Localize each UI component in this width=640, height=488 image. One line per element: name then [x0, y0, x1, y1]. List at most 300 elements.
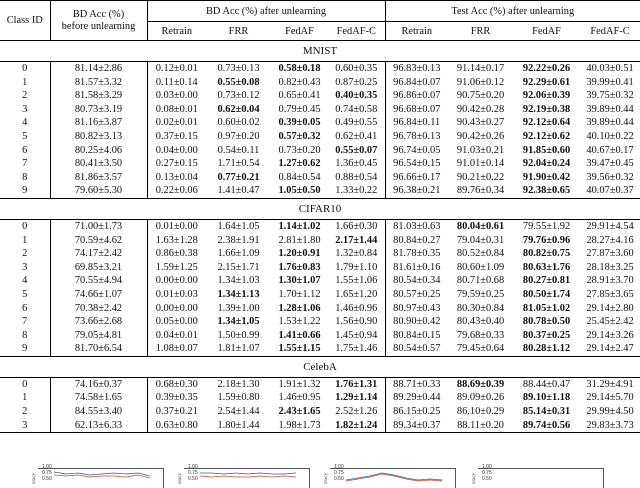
bd-after-frr-cell: 1.34±1.13 [217, 288, 260, 300]
test-after-fedaf-cell: 81.05±1.02 [522, 302, 571, 314]
class-id-cell: 5 [0, 288, 50, 302]
bd-before-cell: 74.66±1.07 [50, 288, 147, 302]
test-method-retrain: Retrain [401, 25, 433, 37]
class-id-cell: 6 [0, 302, 50, 316]
bd-after-fedaf-cell: 0.58±0.18 [271, 62, 328, 76]
test-after-fedaf-c-cell: 39.89±0.44 [586, 117, 634, 129]
bd-after-frr-cell: 1.34±1.03 [217, 275, 260, 287]
bd-before-cell: 71.00±1.73 [50, 219, 147, 233]
bd-after-fedaf-cell: 1.55±1.15 [278, 343, 321, 355]
test-after-frr-cell: 88.69±0.39 [448, 377, 513, 391]
test-after-frr-cell: 86.10±0.29 [456, 406, 505, 418]
mini-chart-2-tick-3: 0.50 [188, 476, 198, 482]
bd-before-cell: 81.57±3.32 [50, 76, 147, 90]
bd-after-fedaf-cell: 1.46±0.95 [278, 392, 321, 404]
class-id-cell: 2 [0, 247, 50, 261]
bd-after-retrain-cell: 1.63±1.28 [155, 234, 198, 246]
bd-method-frr: FRR [228, 25, 249, 37]
mini-chart-3 [322, 464, 462, 487]
table-row [0, 302, 640, 316]
class-id-cell: 4 [0, 116, 50, 130]
mini-chart-1-ylabel: uracy [32, 472, 37, 484]
bd-after-fedaf-cell: 1.27±0.62 [278, 158, 321, 170]
mini-chart-4-plot [490, 468, 600, 487]
test-after-frr-cell: 79.68±0.33 [456, 329, 505, 341]
test-after-frr-cell: 88.11±0.20 [448, 419, 513, 433]
test-after-frr-cell: 79.04±0.31 [456, 234, 505, 246]
bd-after-fedaf-cell: 2.81±1.80 [278, 234, 321, 246]
mini-chart-2-ylabel: uracy [178, 472, 183, 484]
test-after-fedaf-cell: 92.04±0.24 [522, 158, 571, 170]
bd-after-retrain-cell: 0.01±0.03 [155, 288, 198, 300]
mini-chart-3-tick-2: 0.75 [334, 470, 344, 476]
class-id-cell: 0 [0, 219, 50, 233]
test-method-frr: FRR [470, 25, 491, 37]
class-id-cell: 9 [0, 342, 50, 356]
test-after-fedaf-c-cell: 40.10±0.22 [586, 130, 634, 142]
test-after-retrain-cell: 88.71±0.33 [385, 377, 448, 391]
bd-after-retrain-cell: 0.68±0.30 [147, 377, 206, 391]
bd-after-fedaf-c-cell: 1.56±0.90 [328, 315, 385, 329]
test-after-frr-cell: 89.76±0.34 [456, 185, 505, 197]
mini-chart-4 [470, 464, 610, 487]
bd-after-retrain-cell: 0.03±0.00 [155, 90, 198, 102]
bd-before-cell: 81.70±6.54 [50, 342, 147, 356]
bd-after-fedaf-c-cell: 1.55±1.06 [328, 274, 385, 288]
test-after-retrain-cell: 81.61±0.16 [393, 261, 441, 273]
test-after-fedaf-c-cell: 28.91±3.70 [586, 275, 634, 287]
section-header-row [0, 356, 640, 377]
section-title: CIFAR10 [0, 198, 640, 219]
bd-before-cell: 80.41±3.50 [50, 157, 147, 171]
section-title: CelebA [0, 356, 640, 377]
bd-before-cell: 80.82±3.13 [50, 130, 147, 144]
bd-after-retrain-cell: 0.22±0.06 [155, 185, 198, 197]
test-after-fedaf-c-cell: 29.14±2.47 [586, 343, 634, 355]
table-row [0, 144, 640, 158]
bd-after-fedaf-cell: 1.14±1.02 [271, 219, 328, 233]
bd-after-retrain-cell: 0.39±0.35 [155, 392, 198, 404]
mini-chart-1-tick-3: 0.50 [42, 476, 52, 482]
test-after-retrain-cell: 86.15±0.25 [393, 406, 441, 418]
bd-after-frr-cell: 0.97±0.20 [217, 130, 260, 142]
table-row [0, 288, 640, 302]
bd-after-fedaf-cell: 0.79±0.45 [278, 103, 321, 115]
test-after-fedaf-c-cell: 29.83±3.73 [580, 419, 640, 433]
bd-after-frr-cell: 0.60±0.02 [217, 117, 260, 129]
bd-before-header-line1: BD Acc (%) [72, 8, 125, 20]
bd-after-frr-cell: 1.39±1.00 [217, 302, 260, 314]
bd-after-retrain-cell: 1.59±1.25 [155, 261, 198, 273]
bd-after-frr-cell: 1.50±0.99 [217, 329, 260, 341]
mini-chart-4-ylabel: uracy [472, 472, 477, 484]
test-after-fedaf-cell: 80.82±0.75 [522, 248, 571, 260]
bd-after-retrain-cell: 0.02±0.01 [155, 117, 198, 129]
test-after-retrain-cell: 96.54±0.15 [393, 158, 441, 170]
bd-before-cell: 70.59±4.62 [50, 234, 147, 248]
bd-after-fedaf-cell: 1.76±0.83 [278, 261, 321, 273]
test-after-retrain-cell: 89.29±0.44 [393, 392, 441, 404]
test-after-fedaf-cell: 80.63±1.76 [522, 261, 571, 273]
bd-after-retrain-cell: 0.00±0.00 [155, 275, 198, 287]
class-id-cell: 2 [0, 89, 50, 103]
mini-chart-3-tick-1: 1.00 [334, 464, 344, 470]
class-id-cell: 3 [0, 419, 50, 433]
bd-after-frr-cell: 1.80±1.44 [206, 419, 271, 433]
test-after-frr-cell: 80.43±0.40 [456, 316, 505, 328]
test-after-fedaf-c-cell: 40.03±0.51 [580, 62, 640, 76]
test-after-fedaf-cell: 92.29±0.61 [522, 76, 571, 88]
bd-method-retrain: Retrain [161, 25, 193, 37]
class-id-cell: 3 [0, 261, 50, 275]
test-after-fedaf-c-cell: 39.99±0.41 [586, 76, 634, 88]
bd-before-cell: 62.13±6.33 [50, 419, 147, 433]
test-after-retrain-cell: 80.90±0.42 [393, 316, 441, 328]
class-id-cell: 3 [0, 103, 50, 117]
bd-after-frr-cell: 1.64±1.05 [206, 219, 271, 233]
test-after-frr-cell: 80.60±1.09 [456, 261, 505, 273]
bd-after-retrain-cell: 0.01±0.00 [147, 219, 206, 233]
class-id-cell: 0 [0, 62, 50, 76]
bd-after-retrain-cell: 0.63±0.80 [147, 419, 206, 433]
test-after-frr-cell: 80.04±0.61 [448, 219, 513, 233]
bd-after-fedaf-c-cell: 0.55±0.07 [328, 144, 385, 158]
bd-before-cell: 80.25±4.06 [50, 144, 147, 158]
bd-after-fedaf-c-cell: 2.17±1.44 [328, 234, 385, 248]
bd-before-cell: 81.14±2.86 [50, 62, 147, 76]
class-id-header: Class ID [0, 1, 50, 41]
test-after-fedaf-c-cell: 39.56±0.32 [586, 171, 634, 183]
test-after-retrain-cell: 96.66±0.17 [393, 171, 441, 183]
bd-after-frr-cell: 0.73±0.12 [217, 90, 260, 102]
bd-after-frr-cell: 1.66±1.09 [217, 248, 260, 260]
test-after-frr-cell: 89.09±0.26 [456, 392, 505, 404]
table-row [0, 342, 640, 356]
bd-after-fedaf-c-cell: 2.52±1.26 [328, 405, 385, 419]
test-after-fedaf-c-cell: 39.89±0.44 [586, 103, 634, 115]
bd-after-retrain-cell: 1.08±0.07 [155, 343, 198, 355]
test-after-retrain-cell: 96.84±0.07 [393, 76, 441, 88]
bd-before-cell: 81.86±3.57 [50, 171, 147, 185]
bd-after-frr-cell: 1.41±0.47 [217, 185, 260, 197]
test-after-fedaf-cell: 89.10±1.18 [522, 392, 571, 404]
test-after-frr-cell: 90.75±0.20 [456, 90, 505, 102]
test-after-frr-cell: 91.01±0.14 [456, 158, 505, 170]
table-row [0, 184, 640, 198]
bd-after-frr-cell: 0.55±0.08 [217, 76, 260, 88]
test-after-retrain-cell: 81.78±0.35 [393, 248, 441, 260]
bd-after-frr-cell: 2.38±1.91 [217, 234, 260, 246]
bd-after-frr-cell: 1.34±1.05 [217, 316, 260, 328]
bd-before-cell: 74.58±1.65 [50, 391, 147, 405]
mini-chart-1-plot [50, 468, 160, 487]
table-row [0, 315, 640, 329]
header-row-1 [0, 1, 640, 22]
class-id-cell: 6 [0, 144, 50, 158]
bd-before-cell: 80.73±3.19 [50, 103, 147, 117]
test-after-fedaf-cell: 80.37±0.25 [522, 329, 571, 341]
test-after-fedaf-c-cell: 29.14±5.70 [586, 392, 634, 404]
test-after-fedaf-cell: 80.28±1.12 [522, 343, 571, 355]
bd-after-fedaf-c-cell: 1.76±1.31 [328, 377, 385, 391]
mini-chart-3-ylabel: uracy [324, 472, 329, 484]
bd-before-cell: 73.66±2.68 [50, 315, 147, 329]
bd-after-header: BD Acc (%) after unlearning [147, 1, 385, 22]
table-row [0, 234, 640, 248]
bd-after-retrain-cell: 0.08±0.01 [155, 103, 198, 115]
mini-chart-4-tick-2: 0.75 [482, 470, 492, 476]
mini-chart-2-tick-1: 1.00 [188, 464, 198, 470]
bd-after-fedaf-c-cell: 1.65±1.20 [328, 288, 385, 302]
test-after-retrain-cell: 80.97±0.43 [393, 302, 441, 314]
test-after-frr-cell: 80.52±0.84 [456, 248, 505, 260]
table-row [0, 219, 640, 233]
bd-after-fedaf-c-cell: 0.74±0.58 [328, 103, 385, 117]
test-after-retrain-cell: 96.74±0.05 [393, 144, 441, 156]
bd-after-fedaf-c-cell: 1.32±0.84 [328, 247, 385, 261]
test-after-fedaf-cell: 80.78±0.50 [522, 316, 571, 328]
test-after-fedaf-cell: 80.50±1.74 [522, 288, 571, 300]
bd-before-cell: 70.55±4.94 [50, 274, 147, 288]
bd-after-fedaf-cell: 1.70±1.12 [278, 288, 321, 300]
class-id-cell: 8 [0, 329, 50, 343]
test-after-fedaf-cell: 80.27±0.81 [522, 275, 571, 287]
class-id-cell: 7 [0, 157, 50, 171]
test-after-frr-cell: 80.71±0.68 [456, 275, 505, 287]
test-after-frr-cell: 79.59±0.25 [456, 288, 505, 300]
test-after-fedaf-c-cell: 39.47±0.45 [586, 158, 634, 170]
test-method-fedaf-c: FedAF-C [590, 25, 630, 37]
test-after-retrain-cell: 96.78±0.13 [393, 130, 441, 142]
bd-after-retrain-cell: 0.86±0.38 [155, 248, 198, 260]
table-row [0, 171, 640, 185]
test-after-retrain-cell: 96.84±0.11 [393, 117, 441, 129]
bd-after-fedaf-c-cell: 1.75±1.46 [328, 342, 385, 356]
test-after-retrain-cell: 80.54±0.57 [393, 343, 441, 355]
class-id-cell: 0 [0, 377, 50, 391]
class-id-cell: 1 [0, 391, 50, 405]
test-after-fedaf-c-cell: 40.07±0.37 [586, 185, 634, 197]
bd-after-frr-cell: 2.18±1.30 [206, 377, 271, 391]
table-row [0, 62, 640, 76]
table-row [0, 377, 640, 391]
bd-after-fedaf-c-cell: 1.79±1.10 [328, 261, 385, 275]
test-method-fedaf: FedAF [532, 25, 561, 37]
test-after-frr-cell: 91.06±0.12 [456, 76, 505, 88]
figure-preview-strip [0, 446, 640, 487]
test-after-retrain-cell: 80.54±0.34 [393, 275, 441, 287]
section-header-row [0, 41, 640, 62]
bd-after-fedaf-c-cell: 0.60±0.35 [328, 62, 385, 76]
bd-after-frr-cell: 0.54±0.11 [217, 144, 260, 156]
test-after-fedaf-c-cell: 39.75±0.32 [586, 90, 634, 102]
bd-after-retrain-cell: 0.04±0.00 [155, 144, 198, 156]
bd-after-fedaf-c-cell: 1.46±0.96 [328, 302, 385, 316]
test-after-frr-cell: 91.03±0.21 [456, 144, 505, 156]
bd-after-fedaf-cell: 1.41±0.66 [278, 329, 321, 341]
test-after-frr-cell: 90.21±0.22 [456, 171, 505, 183]
bd-after-fedaf-c-cell: 0.49±0.55 [328, 116, 385, 130]
bd-after-fedaf-cell: 0.73±0.20 [278, 144, 321, 156]
bd-after-fedaf-c-cell: 0.88±0.54 [328, 171, 385, 185]
class-id-cell: 4 [0, 274, 50, 288]
table-row [0, 130, 640, 144]
test-after-fedaf-cell: 92.12±0.64 [522, 117, 571, 129]
test-after-retrain-cell: 96.38±0.21 [393, 185, 441, 197]
bd-after-retrain-cell: 0.27±0.15 [155, 158, 198, 170]
bd-after-frr-cell: 0.62±0.04 [217, 103, 260, 115]
test-after-fedaf-c-cell: 28.27±4.16 [586, 234, 634, 246]
table-row [0, 247, 640, 261]
mini-chart-3-plot [342, 468, 452, 487]
table-row [0, 329, 640, 343]
bd-after-frr-cell: 2.54±1.44 [217, 406, 260, 418]
test-after-retrain-cell: 96.68±0.07 [393, 103, 441, 115]
test-after-fedaf-cell: 92.38±0.65 [522, 185, 571, 197]
table-row [0, 391, 640, 405]
bd-after-fedaf-c-cell: 0.62±0.41 [328, 130, 385, 144]
mini-chart-2-tick-2: 0.75 [188, 470, 198, 476]
bd-before-cell: 74.16±0.37 [50, 377, 147, 391]
test-after-retrain-cell: 80.57±0.25 [393, 288, 441, 300]
test-after-fedaf-c-cell: 29.99±4.50 [586, 406, 634, 418]
bd-after-fedaf-c-cell: 1.33±0.22 [328, 184, 385, 198]
bd-before-cell: 81.58±3.29 [50, 89, 147, 103]
bd-after-fedaf-c-cell: 1.29±1.14 [328, 391, 385, 405]
bd-after-fedaf-c-cell: 0.40±0.35 [328, 89, 385, 103]
test-after-fedaf-c-cell: 25.45±2.42 [586, 316, 634, 328]
table-row [0, 261, 640, 275]
test-after-fedaf-c-cell: 31.29±4.91 [580, 377, 640, 391]
bd-after-fedaf-cell: 1.20±0.91 [278, 248, 321, 260]
bd-after-retrain-cell: 0.04±0.01 [155, 329, 198, 341]
test-after-frr-cell: 90.42±0.26 [456, 130, 505, 142]
bd-after-fedaf-cell: 1.53±1.22 [278, 316, 321, 328]
test-after-frr-cell: 90.42±0.28 [456, 103, 505, 115]
test-after-retrain-cell: 96.86±0.07 [393, 90, 441, 102]
mini-chart-3-tick-3: 0.50 [334, 476, 344, 482]
bd-after-fedaf-cell: 0.57±0.32 [278, 130, 321, 142]
bd-after-fedaf-cell: 0.84±0.54 [278, 171, 321, 183]
table-row [0, 419, 640, 433]
bd-before-cell: 79.60±5.30 [50, 184, 147, 198]
mini-chart-1-tick-1: 1.00 [42, 464, 52, 470]
test-after-retrain-cell: 96.83±0.13 [385, 62, 448, 76]
test-after-frr-cell: 79.45±0.64 [456, 343, 505, 355]
test-after-fedaf-c-cell: 29.14±2.80 [586, 302, 634, 314]
test-after-fedaf-cell: 91.90±0.42 [522, 171, 571, 183]
test-after-fedaf-cell: 92.22±0.26 [513, 62, 580, 76]
bd-after-fedaf-c-cell: 1.36±0.45 [328, 157, 385, 171]
bd-before-header-line2: before unlearning [61, 20, 136, 32]
bd-after-fedaf-c-cell: 0.87±0.25 [328, 76, 385, 90]
test-after-fedaf-cell: 92.19±0.38 [522, 103, 571, 115]
table-row [0, 103, 640, 117]
class-id-cell: 7 [0, 315, 50, 329]
test-after-fedaf-cell: 79.55±1.92 [513, 219, 580, 233]
bd-after-fedaf-c-cell: 1.66±0.30 [328, 219, 385, 233]
test-after-retrain-cell: 89.34±0.37 [385, 419, 448, 433]
bd-before-cell: 81.16±3.87 [50, 116, 147, 130]
test-after-fedaf-c-cell: 29.91±4.54 [580, 219, 640, 233]
test-after-fedaf-cell: 92.06±0.39 [522, 90, 571, 102]
results-table-body [0, 1, 640, 433]
mini-chart-4-tick-1: 1.00 [482, 464, 492, 470]
bd-before-cell: 74.17±2.42 [50, 247, 147, 261]
bd-after-retrain-cell: 0.12±0.01 [147, 62, 206, 76]
bd-after-frr-cell: 2.15±1.71 [217, 261, 260, 273]
bd-after-fedaf-c-cell: 1.82±1.24 [328, 419, 385, 433]
class-id-cell: 9 [0, 184, 50, 198]
test-after-fedaf-c-cell: 40.67±0.17 [586, 144, 634, 156]
bd-after-fedaf-cell: 1.05±0.50 [278, 185, 321, 197]
test-after-frr-cell: 90.43±0.27 [456, 117, 505, 129]
table-row [0, 157, 640, 171]
bd-after-frr-cell: 1.71±0.54 [217, 158, 260, 170]
bd-after-frr-cell: 0.77±0.21 [217, 171, 260, 183]
test-after-frr-cell: 80.30±0.84 [456, 302, 505, 314]
mini-chart-2-plot [196, 468, 306, 487]
bd-before-header [50, 1, 147, 41]
bd-after-frr-cell: 0.73±0.13 [206, 62, 271, 76]
test-after-frr-cell: 91.14±0.17 [448, 62, 513, 76]
test-after-fedaf-cell: 92.12±0.62 [522, 130, 571, 142]
test-after-fedaf-cell: 85.14±0.31 [522, 406, 571, 418]
bd-before-cell: 70.38±2.42 [50, 302, 147, 316]
test-after-fedaf-c-cell: 27.85±3.65 [586, 288, 634, 300]
test-after-retrain-cell: 80.84±0.27 [393, 234, 441, 246]
class-id-cell: 8 [0, 171, 50, 185]
test-after-retrain-cell: 80.84±0.15 [393, 329, 441, 341]
bd-before-cell: 79.05±4.81 [50, 329, 147, 343]
bd-after-retrain-cell: 0.00±0.00 [155, 302, 198, 314]
test-after-fedaf-cell: 91.85±0.60 [522, 144, 571, 156]
table-row [0, 76, 640, 90]
mini-chart-1-tick-2: 0.75 [42, 470, 52, 476]
test-after-fedaf-c-cell: 28.18±3.25 [586, 261, 634, 273]
bd-method-fedaf-c: FedAF-C [328, 22, 385, 41]
bd-after-retrain-cell: 0.13±0.04 [155, 171, 198, 183]
bd-after-fedaf-cell: 1.98±1.73 [271, 419, 328, 433]
test-after-retrain-cell: 81.03±0.63 [385, 219, 448, 233]
mini-chart-2 [176, 464, 316, 487]
test-after-fedaf-cell: 89.74±0.56 [513, 419, 580, 433]
bd-after-fedaf-cell: 0.65±0.41 [278, 90, 321, 102]
mini-chart-1 [30, 464, 170, 487]
bd-after-retrain-cell: 0.11±0.14 [155, 76, 198, 88]
table-row [0, 405, 640, 419]
test-after-fedaf-cell: 88.44±0.47 [513, 377, 580, 391]
test-after-fedaf-c-cell: 29.14±3.26 [586, 329, 634, 341]
table-row [0, 89, 640, 103]
bd-after-frr-cell: 1.81±1.07 [217, 343, 260, 355]
table-row [0, 116, 640, 130]
bd-after-fedaf-cell: 1.28±1.06 [278, 302, 321, 314]
section-header-row [0, 198, 640, 219]
table-row [0, 274, 640, 288]
test-after-fedaf-c-cell: 27.87±3.60 [586, 248, 634, 260]
bd-after-fedaf-cell: 0.39±0.05 [278, 117, 321, 129]
bd-after-retrain-cell: 0.37±0.21 [155, 406, 198, 418]
bd-after-fedaf-cell: 0.82±0.43 [278, 76, 321, 88]
bd-method-fedaf: FedAF [285, 25, 314, 37]
bd-after-fedaf-c-cell: 1.45±0.94 [328, 329, 385, 343]
bd-after-frr-cell: 1.59±0.80 [217, 392, 260, 404]
bd-after-fedaf-cell: 1.91±1.32 [271, 377, 328, 391]
bd-before-cell: 84.55±3.40 [50, 405, 147, 419]
bd-before-cell: 69.85±3.21 [50, 261, 147, 275]
bd-after-retrain-cell: 0.37±0.15 [155, 130, 198, 142]
